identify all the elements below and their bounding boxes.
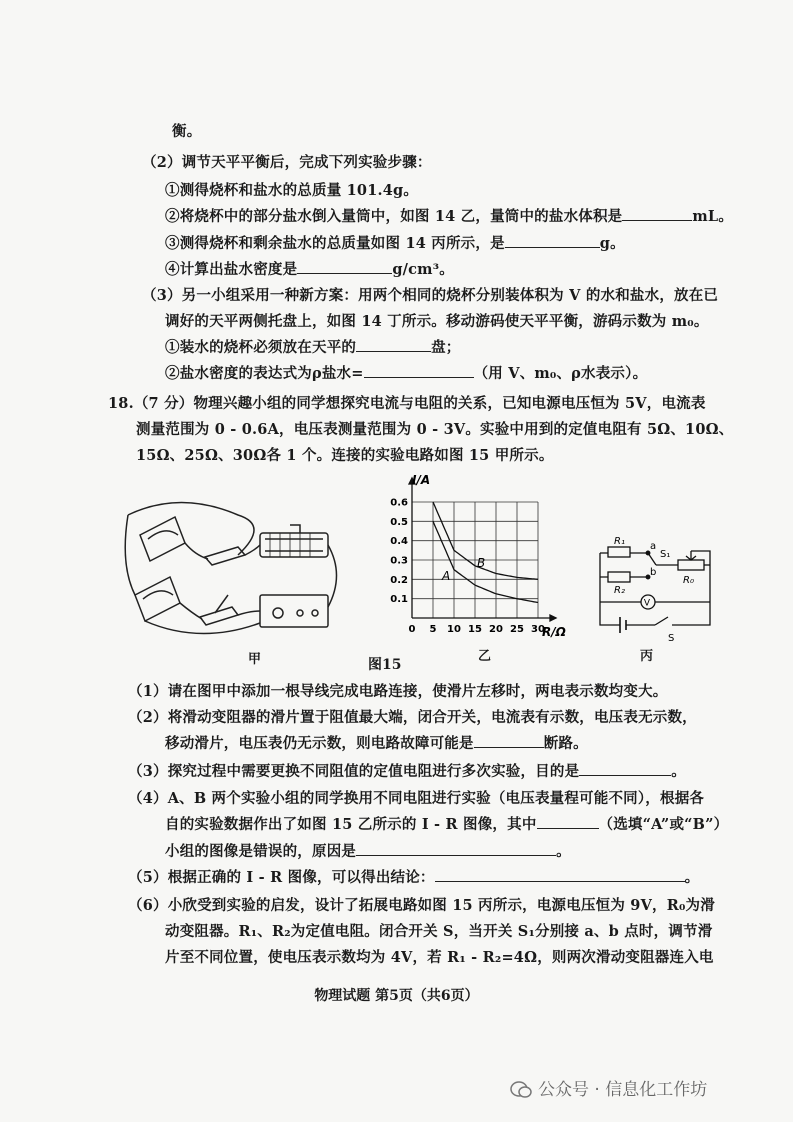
text-line — [165, 840, 571, 861]
text-seg: g。 — [599, 235, 625, 252]
text-line — [165, 732, 588, 753]
text-line — [165, 232, 625, 253]
x-tick-label: 5 — [429, 624, 437, 635]
text-line: 片至不同位置，使电压表示数均为 4V，若 R₁ - R₂=4Ω，则两次滑动变阻器连入电 — [165, 949, 714, 966]
figure-yi-graph — [370, 470, 575, 660]
text-line: 18.（7 分）物理兴趣小组的同学想探究电流与电阻的关系，已知电源电压恒为 5V，电流表 — [108, 395, 706, 412]
text-line: （2）将滑动变阻器的滑片置于阻值最大端，闭合开关，电流表有示数，电压表无示数， — [128, 709, 697, 726]
text-seg: mL。 — [692, 208, 734, 225]
point-b-label: b — [650, 567, 657, 578]
answer-blank[interactable] — [356, 841, 556, 856]
text-line: 15Ω、25Ω、30Ω各 1 个。连接的实验电路如图 15 甲所示。 — [136, 447, 554, 464]
x-tick-label: 30 — [531, 624, 545, 635]
text-seg: ②将烧杯中的部分盐水倒入量筒中，如图 14 乙，量筒中的盐水体积是 — [165, 208, 623, 225]
voltmeter-label: V — [643, 598, 651, 609]
text-line — [128, 866, 699, 887]
text-line: 衡。 — [172, 123, 202, 140]
x-tick-label: 20 — [489, 624, 503, 635]
s1-label: S₁ — [660, 549, 671, 560]
graph-ylabel: I/A — [412, 473, 431, 487]
figure-label-yi: 乙 — [478, 649, 492, 664]
text-seg: 。 — [684, 869, 700, 886]
switch-icon — [200, 607, 238, 625]
text-line — [165, 362, 647, 383]
resistor-icon — [205, 547, 245, 565]
y-tick-label: 0.4 — [390, 536, 408, 548]
x-tick-label: 0 — [408, 624, 416, 635]
wechat-icon — [510, 1080, 532, 1100]
text-line — [128, 760, 686, 781]
text-seg: （用 V、m₀、ρ水表示）。 — [473, 365, 648, 382]
curve-label-a: A — [442, 569, 451, 583]
text-seg: ②盐水密度的表达式为ρ盐水= — [165, 365, 364, 382]
resistor-r1-icon — [608, 547, 630, 557]
resistor-r2-icon — [608, 572, 630, 582]
x-tick-label: 10 — [447, 624, 461, 635]
y-tick-label: 0.5 — [390, 516, 408, 528]
curve-label-b: B — [477, 556, 486, 570]
text-line — [165, 336, 461, 357]
point-a-label: a — [650, 541, 657, 552]
text-line — [165, 813, 728, 834]
answer-blank[interactable] — [579, 761, 671, 776]
text-seg: 。 — [671, 763, 686, 780]
curve-a — [433, 521, 538, 602]
answer-blank[interactable] — [505, 233, 600, 248]
text-seg: ③测得烧杯和剩余盐水的总质量如图 14 丙所示，是 — [165, 235, 505, 252]
answer-blank[interactable] — [356, 337, 431, 352]
answer-blank[interactable] — [474, 733, 544, 748]
x-tick-label: 15 — [468, 624, 482, 635]
switch-s-icon — [655, 617, 668, 625]
text-seg: 小组的图像是错误的，原因是 — [165, 843, 357, 860]
answer-blank[interactable] — [364, 363, 474, 378]
watermark — [510, 1075, 707, 1100]
y-tick-label: 0.3 — [390, 555, 408, 567]
figure-label-jia: 甲 — [248, 652, 262, 667]
figure-bing-circuit — [590, 525, 720, 650]
text-line: 测量范围为 0 - 0.6A，电压表测量范围为 0 - 3V。实验中用到的定值电阻有 5Ω、10Ω、 — [136, 421, 734, 438]
text-seg: （5）根据正确的 I - R 图像，可以得出结论： — [128, 869, 435, 886]
text-seg: 断路。 — [543, 735, 588, 752]
text-line: （3）另一小组采用一种新方案：用两个相同的烧杯分别装体积为 V 的水和盐水，放在已 — [142, 287, 719, 304]
answer-blank[interactable] — [297, 259, 392, 274]
text-line: 调好的天平两侧托盘上，如图 14 丁所示。移动游码使天平平衡，游码示数为 m₀。 — [165, 313, 709, 330]
text-line: （1）请在图甲中添加一根导线完成电路连接，使滑片左移时，两电表示数均变大。 — [128, 683, 668, 700]
ammeter-icon — [140, 517, 185, 561]
text-line — [165, 258, 454, 279]
r1-label: R₁ — [614, 536, 625, 547]
text-seg: ①装水的烧杯必须放在天平的 — [165, 339, 357, 356]
r0-label: R₀ — [683, 575, 694, 586]
text-seg: g/cm³。 — [392, 261, 454, 278]
text-seg: 移动滑片，电压表仍无示数，则电路故障可能是 — [165, 735, 474, 752]
x-tick-label: 25 — [510, 624, 524, 635]
figure-label-bing: 丙 — [640, 649, 654, 664]
text-seg: 。 — [556, 843, 571, 860]
graph-xlabel: R/Ω — [542, 625, 566, 639]
answer-blank[interactable] — [537, 814, 599, 829]
y-tick-label: 0.2 — [390, 574, 408, 586]
text-line: （6）小欣受到实验的启发，设计了拓展电路如图 15 丙所示，电源电压恒为 9V，R₀为滑 — [128, 897, 715, 914]
y-tick-label: 0.6 — [390, 497, 408, 509]
figure-caption: 图15 — [368, 657, 402, 673]
text-seg: 盘； — [431, 339, 461, 356]
text-line: ①测得烧杯和盐水的总质量 101.4g。 — [165, 182, 419, 199]
page-footer: 物理试题 第5页（共6页） — [314, 988, 479, 1004]
answer-blank[interactable] — [435, 867, 685, 882]
text-line: （4）A、B 两个实验小组的同学换用不同电阻进行实验（电压表量程可能不同），根据各 — [128, 790, 705, 807]
text-seg: （选填“A”或“B”） — [598, 816, 729, 833]
text-line — [165, 205, 733, 226]
r2-label: R₂ — [614, 585, 625, 596]
text-seg: ④计算出盐水密度是 — [165, 261, 298, 278]
figure-jia-apparatus — [120, 495, 360, 655]
x-axis-arrow — [550, 615, 556, 621]
answer-blank[interactable] — [622, 206, 692, 221]
text-seg: 自的实验数据作出了如图 15 乙所示的 I - R 图像，其中 — [165, 816, 537, 833]
switch-s1-icon — [648, 553, 656, 565]
rheostat-r0-icon — [678, 560, 704, 570]
y-tick-label: 0.1 — [390, 594, 408, 606]
text-line: （2）调节天平平衡后，完成下列实验步骤： — [142, 154, 432, 171]
battery-icon — [620, 617, 626, 633]
voltmeter-icon — [135, 577, 180, 621]
text-line: 动变阻器。R₁、R₂为定值电阻。闭合开关 S，当开关 S₁分别接 a、b 点时，调节滑 — [165, 923, 713, 940]
watermark-text: 公众号 · 信息化工作坊 — [538, 1080, 708, 1100]
s-label: S — [668, 633, 675, 644]
text-seg: （3）探究过程中需要更换不同阻值的定值电阻进行多次实验，目的是 — [128, 763, 580, 780]
